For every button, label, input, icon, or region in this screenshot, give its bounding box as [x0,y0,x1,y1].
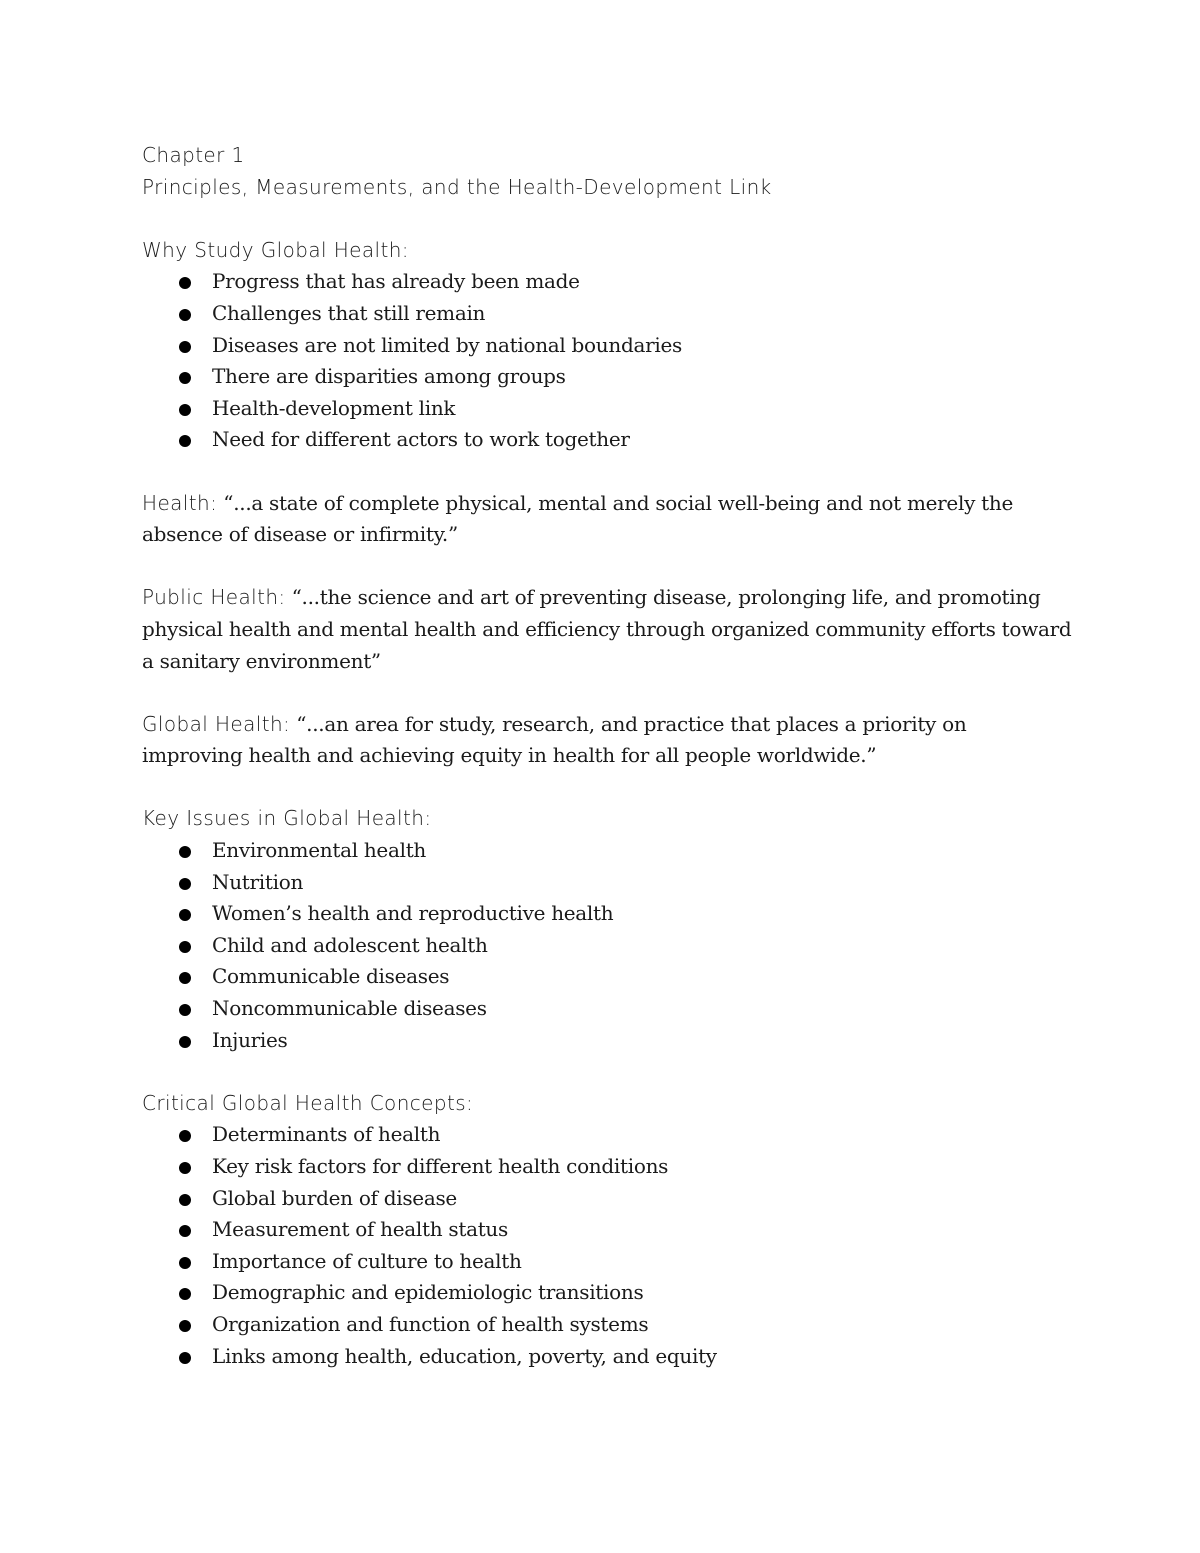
bullet-icon [179,1225,191,1237]
list-item [142,1183,1072,1215]
chapter-subtitle: Principles, Measurements, and the Health-Development Link [142,174,772,199]
key-issues-list [142,835,1072,1056]
health-term: Health: [142,490,218,515]
list-item [142,1309,1072,1341]
bullet-icon [179,309,191,321]
list-item [142,835,1072,867]
list-item [142,330,1072,362]
list-item-text: Determinants of health [212,1122,441,1147]
bullet-icon [179,1130,191,1142]
key-issues-heading: Key Issues in Global Health: [142,806,432,831]
spacer [142,456,1072,488]
bullet-icon [179,435,191,447]
bullet-icon [179,372,191,384]
list-item [142,867,1072,899]
list-item-text: Progress that has already been made [212,269,580,294]
why-study-list [142,266,1072,456]
health-definition-text: “...a state of complete physical, mental and social well-being and not merely the absence of disease or infirmity.” [142,490,1013,547]
list-item-text: Measurement of health status [212,1217,508,1242]
list-item-text: There are disparities among groups [212,364,566,389]
list-item-text: Demographic and epidemiologic transitions [212,1280,644,1305]
list-item [142,1246,1072,1278]
public-health-definition [142,582,1072,677]
list-item-text: Communicable diseases [212,964,450,989]
bullet-icon [179,878,191,890]
bullet-icon [179,404,191,416]
critical-concepts-section [142,1088,1072,1372]
chapter-title: Chapter 1 [142,143,245,167]
list-item-text: Injuries [212,1027,288,1052]
list-item [142,898,1072,930]
list-item [142,1119,1072,1151]
bullet-icon [179,1352,191,1364]
bullet-icon [179,1162,191,1174]
list-item-text: Challenges that still remain [212,300,486,325]
list-item-text: Noncommunicable diseases [212,996,487,1021]
list-item-text: Diseases are not limited by national boundaries [212,332,682,357]
list-item [142,393,1072,425]
critical-concepts-list [142,1119,1072,1372]
list-item-text: Organization and function of health systems [212,1311,649,1336]
list-item-text: Key risk factors for different health conditions [212,1154,669,1178]
list-item-text: Global burden of disease [212,1185,457,1210]
list-item [142,298,1072,330]
list-item [142,1151,1072,1183]
list-item-text: Health-development link [212,395,456,420]
list-item [142,424,1072,456]
list-item-text: Child and adolescent health [212,932,488,957]
bullet-icon [179,1288,191,1300]
spacer [142,551,1072,583]
bullet-icon [179,1004,191,1016]
list-item [142,361,1072,393]
bullet-icon [179,1320,191,1332]
global-health-definition [142,709,1072,772]
bullet-icon [179,941,191,953]
list-item [142,1025,1072,1057]
bullet-icon [179,1194,191,1206]
list-item-text: Nutrition [212,869,304,894]
bullet-icon [179,1257,191,1269]
public-health-term: Public Health: [142,585,286,610]
list-item [142,1214,1072,1246]
bullet-icon [179,277,191,289]
global-health-definition-text: “...an area for study, research, and practice that places a priority on improving health and achieving equity in health for all people worldwide.” [142,711,967,768]
list-item-text: Links among health, education, poverty, and equity [212,1343,717,1368]
list-item [142,930,1072,962]
bullet-icon [179,341,191,353]
spacer [142,203,1072,235]
bullet-icon [179,1036,191,1048]
key-issues-section [142,803,1072,1056]
global-health-term: Global Health: [142,711,291,736]
spacer [142,677,1072,709]
bullet-icon [179,846,191,858]
list-item-text: Importance of culture to health [212,1248,522,1273]
health-definition [142,488,1072,551]
list-item-text: Environmental health [212,838,427,863]
list-item [142,993,1072,1025]
why-study-heading: Why Study Global Health: [142,237,409,262]
list-item [142,961,1072,993]
list-item-text: Women’s health and reproductive health [212,901,614,926]
spacer [142,772,1072,804]
list-item [142,1277,1072,1309]
spacer [142,1056,1072,1088]
bullet-icon [179,972,191,984]
public-health-definition-text: “...the science and art of preventing disease, prolonging life, and promoting physical health and mental health and efficiency through organized community efforts toward a sanitary environment” [142,585,1072,673]
why-study-section [142,235,1072,456]
list-item [142,1341,1072,1373]
list-item-text: Need for different actors to work together [212,427,630,452]
critical-concepts-heading: Critical Global Health Concepts: [142,1090,474,1115]
document-page [142,140,1072,1372]
bullet-icon [179,909,191,921]
list-item [142,266,1072,298]
